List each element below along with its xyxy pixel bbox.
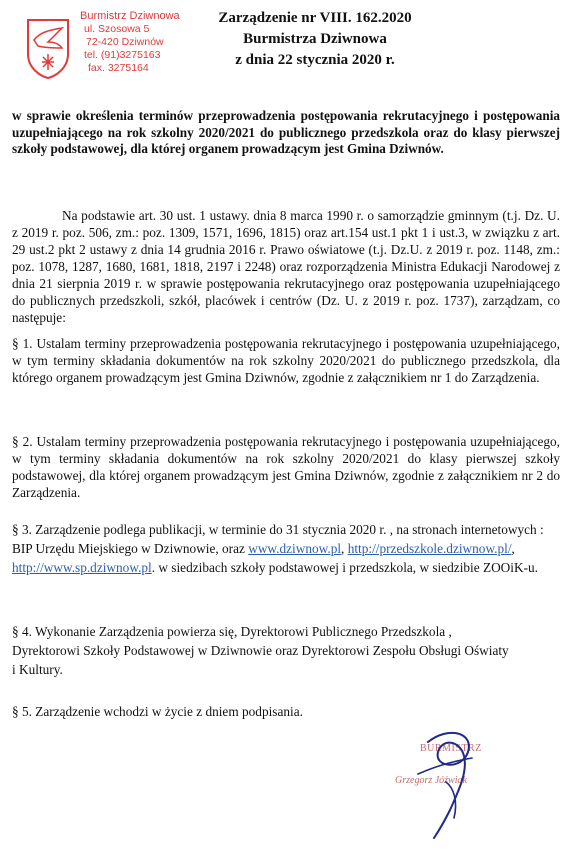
coat-of-arms-icon <box>26 18 70 80</box>
section-3-text-d: . w siedzibach szkoły podstawowej i przedszkola, w siedzibie ZOOiK-u. <box>151 560 538 575</box>
section-4-line-1: § 4. Wykonanie Zarządzenia powierza się, Dyrektorowi Publicznego Przedszkola , <box>12 624 452 639</box>
stamp-line-1: Burmistrz Dziwnowa <box>80 10 180 22</box>
signature-title: BURMISTRZ <box>420 743 482 754</box>
section-5-paragraph: § 5. Zarządzenie wchodzi w życie z dniem podpisania. <box>12 704 303 719</box>
section-4-line-2: Dyrektorowi Szkoły Podstawowej w Dziwnowie oraz Dyrektorowi Zespołu Obsługi Oświaty <box>12 643 509 658</box>
stamp-line-5: fax. 3275164 <box>88 62 149 74</box>
stamp-line-4: tel. (91)3275163 <box>84 49 161 61</box>
section-2-paragraph: § 2. Ustalam terminy przeprowadzenia postępowania rekrutacyjnego i postępowania uzupełniającego, w tym terminy składania dokumentów na rok szkolny 2020/2021 do klasy pierwszej szkoły podstawowej, dla której organem prowadzącym jest Gmina Dziwnów, zgodnie z załącznikiem nr 2 do Zarządzenia. <box>12 434 560 500</box>
document-issuer: Burmistrza Dziwnowa <box>243 31 387 47</box>
section-3-text-c: , <box>511 541 515 556</box>
section-3-paragraph <box>12 520 560 577</box>
document-date: z dnia 22 stycznia 2020 r. <box>235 52 395 68</box>
document-header <box>150 8 480 71</box>
section-4-line-3: i Kultury. <box>12 662 63 677</box>
stamp-line-3: 72-420 Dziwnów <box>86 36 164 48</box>
handwritten-signature <box>388 722 508 842</box>
section-1-paragraph: § 1. Ustalam terminy przeprowadzenia postępowania rekrutacyjnego i postępowania uzupełniającego, w tym terminy składania dokumentów na rok szkolny 2020/2021 do publicznego przedszkola, dla którego organem prowadzącym jest Gmina Dziwnów, zgodnie z załącznikiem nr 1 do Zarządzenia. <box>12 336 560 385</box>
section-4-paragraph <box>12 622 560 679</box>
document-title: Zarządzenie nr VIII. 162.2020 <box>218 10 412 26</box>
signature-name: Grzegorz Jóźwiak <box>395 775 467 786</box>
link-sp[interactable]: http://www.sp.dziwnow.pl <box>12 560 152 575</box>
legal-basis-paragraph: Na podstawie art. 30 ust. 1 ustawy. dnia 8 marca 1990 r. o samorządzie gminnym (t.j. Dz. U. z 2019 r. poz. 506, zm.: poz. 1309, 1571, 1696, 1815) oraz art.154 ust.1 pkt 1 i ust.3, w związku z art. 29 ust.2 pkt 2 ustawy z dnia 14 grudnia 2016 r. Prawo oświatowe (t.j. Dz.U. z 2019 r. poz. 1148, zm.: poz. 1078, 1287, 1680, 1681, 1818, 2197 i 2248) oraz rozporządzenia Ministra Edukacji Narodowej z dnia 21 sierpnia 2019 r. w sprawie postępowania rekrutacyjnego oraz postępowania uzupełniającego do publicznych przedszkoli, szkół, placówek i centrów (Dz. U. z 2019 r. poz. 1737), zarządzam, co następuje: <box>12 208 560 325</box>
section-3-text-b: , <box>341 541 348 556</box>
stamp-line-2: ul. Szosowa 5 <box>84 23 150 35</box>
section-3-text-a: § 3. Zarządzenie podlega publikacji, w terminie do 31 stycznia 2020 r. , na stronach internetowych : BIP Urzędu Miejskiego w Dziwnowie, oraz <box>12 522 544 556</box>
link-przedszkole[interactable]: http://przedszkole.dziwnow.pl/ <box>347 541 512 556</box>
link-dziwnow[interactable]: www.dziwnow.pl <box>248 541 342 556</box>
document-subject: w sprawie określenia terminów przeprowadzenia postępowania rekrutacyjnego i postępowania uzupełniającego na rok szkolny 2020/2021 do publicznego przedszkola oraz do klasy pierwszej szkoły podstawowej, dla której organem prowadzącym jest Gmina Dziwnów. <box>12 108 560 156</box>
